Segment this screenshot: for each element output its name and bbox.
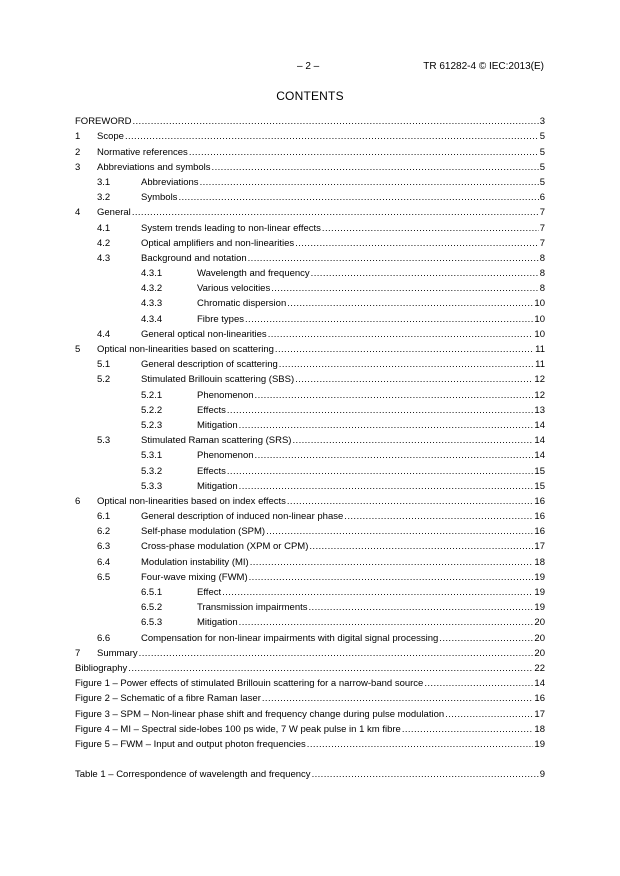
dot-leader — [307, 739, 534, 751]
toc-entry-number: 4.3.1 — [141, 268, 163, 280]
toc-entry-number: 3.1 — [97, 176, 111, 188]
dot-leader — [178, 192, 538, 204]
toc-entry[interactable] — [75, 341, 545, 356]
toc-entry-label: Scope — [97, 131, 124, 143]
dot-leader — [255, 390, 534, 402]
toc-entry-page: 19 — [534, 587, 545, 598]
toc-entry-page: 17 — [534, 541, 545, 553]
dot-leader — [295, 238, 539, 250]
toc-entry-number: 6.5.2 — [141, 602, 163, 614]
toc-entry-page: 16 — [534, 693, 545, 705]
toc-entry-page: 10 — [534, 328, 545, 340]
toc-entry[interactable] — [75, 265, 545, 280]
dot-leader — [312, 769, 539, 781]
toc-entry-label: Chromatic dispersion — [197, 298, 287, 310]
toc-entry-page: 18 — [534, 723, 545, 735]
spacer — [75, 751, 545, 766]
dot-leader — [227, 405, 534, 417]
toc-entry-label: Optical amplifiers and non-linearities — [141, 237, 295, 249]
toc-entry-number: 6.5.1 — [141, 587, 163, 598]
toc-entry-number: 5.3 — [97, 435, 111, 447]
toc-entry[interactable] — [75, 143, 545, 158]
dot-leader — [344, 511, 533, 523]
toc-entry-page: 12 — [534, 374, 545, 386]
toc-entry-page: 5 — [539, 146, 545, 158]
dot-leader — [309, 602, 534, 614]
toc-entry-number: 4.2 — [97, 237, 111, 249]
dot-leader — [239, 481, 534, 493]
toc-entry-label: Effects — [197, 465, 226, 477]
dot-leader — [250, 557, 534, 569]
toc-entry[interactable] — [75, 660, 545, 675]
toc-entry-label: Phenomenon — [197, 450, 254, 462]
toc-entry-page: 5 — [539, 131, 545, 143]
toc-entry-number: 3 — [75, 161, 81, 173]
toc-entry-page: 14 — [534, 435, 545, 447]
toc-entry-page: 5 — [539, 161, 545, 173]
toc-entry-page: 7 — [539, 222, 545, 234]
toc-entry[interactable] — [75, 629, 545, 644]
toc-entry[interactable] — [75, 523, 545, 538]
toc-entry[interactable] — [75, 113, 545, 128]
toc-entry[interactable] — [75, 204, 545, 219]
toc-entry[interactable] — [75, 189, 545, 204]
dot-leader — [311, 268, 539, 280]
toc-entry-label: Transmission impairments — [197, 602, 308, 614]
toc-entry-label: General description of induced non-linear phase — [141, 511, 344, 523]
toc-entry-number: 5.3.1 — [141, 450, 163, 462]
toc-entry-label: Bibliography — [75, 662, 128, 674]
toc-entry-page: 17 — [534, 708, 545, 720]
dot-leader — [295, 374, 533, 386]
toc-entry-label: General optical non-linearities — [141, 328, 267, 340]
toc-entry[interactable] — [75, 159, 545, 174]
toc-entry-number: 7 — [75, 647, 81, 659]
toc-entry-label: Optical non-linearities based on scattering — [97, 344, 274, 355]
toc-entry-number: 6.3 — [97, 541, 111, 553]
dot-leader — [287, 496, 534, 508]
figure-list-entry[interactable] — [75, 736, 545, 751]
toc-entry[interactable] — [75, 614, 545, 629]
toc-entry-page: 8 — [539, 268, 545, 280]
dot-leader — [424, 678, 533, 690]
toc-entry[interactable] — [75, 584, 545, 599]
toc-entry[interactable] — [75, 128, 545, 143]
dot-leader — [249, 572, 534, 584]
toc-entry[interactable] — [75, 553, 545, 568]
dot-leader — [262, 693, 534, 705]
toc-entry-label: Phenomenon — [197, 389, 254, 401]
toc-entry-number: 5.3.2 — [141, 465, 163, 477]
toc-entry-label: Figure 5 – FWM – Input and output photon frequencies — [75, 738, 306, 750]
toc-entry-label: Figure 1 – Power effects of stimulated Brillouin scattering for a narrow-band source — [75, 678, 424, 690]
dot-leader — [200, 177, 539, 189]
toc-entry-label: Mitigation — [197, 480, 238, 492]
toc-entry[interactable] — [75, 250, 545, 265]
toc-entry-number: 5.2.1 — [141, 389, 163, 401]
toc-entry[interactable] — [75, 447, 545, 462]
toc-entry-page: 10 — [534, 298, 545, 310]
toc-entry-page: 19 — [534, 571, 545, 583]
toc-entry-page: 14 — [534, 678, 545, 690]
dot-leader — [271, 283, 538, 295]
toc-entry-number: 1 — [75, 131, 81, 143]
toc-entry-label: Modulation instability (MI) — [141, 556, 249, 568]
toc-entry-number: 5.3.3 — [141, 480, 163, 492]
toc-entry-label: Self-phase modulation (SPM) — [141, 526, 266, 538]
toc-entry-page: 7 — [539, 237, 545, 249]
toc-entry-label: General description of scattering — [141, 359, 278, 371]
toc-entry-number: 6.1 — [97, 511, 111, 523]
toc-entry-page: 18 — [534, 556, 545, 568]
toc-entry-label: Normative references — [97, 146, 188, 158]
toc-entry-page: 16 — [534, 511, 545, 523]
toc-entry[interactable] — [75, 310, 545, 325]
toc-entry-page: 19 — [534, 602, 545, 614]
toc-entry-label: System trends leading to non-linear effects — [141, 222, 321, 234]
toc-entry-page: 14 — [534, 419, 545, 431]
toc-entry[interactable] — [75, 371, 545, 386]
dot-leader — [189, 147, 539, 159]
dot-leader — [279, 359, 534, 371]
toc-entry-page: 12 — [534, 389, 545, 401]
toc-entry-label: Symbols — [141, 192, 178, 204]
dot-leader — [322, 223, 539, 235]
toc-entry-label: Stimulated Brillouin scattering (SBS) — [141, 374, 295, 386]
dot-leader — [287, 298, 533, 310]
toc-entry-number: 4.1 — [97, 222, 111, 234]
toc-entry[interactable] — [75, 235, 545, 250]
toc-entry-page: 19 — [534, 738, 545, 750]
table-list-entry[interactable] — [75, 766, 545, 781]
toc-entry-number: 4.3.2 — [141, 283, 163, 295]
figure-list-entry[interactable] — [75, 721, 545, 736]
toc-entry-label: Effect — [197, 587, 222, 598]
toc-entry[interactable] — [75, 508, 545, 523]
toc-entry-page: 22 — [534, 662, 545, 674]
toc-entry-label: Table 1 – Correspondence of wavelength and frequency — [75, 769, 311, 781]
toc-entry-page: 10 — [534, 313, 545, 325]
toc-entry[interactable] — [75, 569, 545, 584]
table-of-contents — [75, 113, 545, 781]
toc-entry[interactable] — [75, 219, 545, 234]
toc-entry-number: 5.1 — [97, 359, 111, 371]
toc-entry-page: 16 — [534, 495, 545, 507]
toc-entry-page: 15 — [534, 465, 545, 477]
dot-leader — [125, 131, 539, 143]
figure-list-entry[interactable] — [75, 690, 545, 705]
dot-leader — [275, 344, 534, 356]
toc-entry-label: Compensation for non-linear impairments with digital signal processing — [141, 632, 439, 644]
dot-leader — [445, 709, 533, 721]
toc-entry-number: 3.2 — [97, 192, 111, 204]
toc-entry[interactable] — [75, 402, 545, 417]
toc-entry-label: Fibre types — [197, 313, 244, 325]
toc-entry-label: FOREWORD — [75, 116, 132, 128]
dot-leader — [266, 526, 533, 538]
toc-entry-label: Summary — [97, 647, 138, 659]
toc-entry[interactable] — [75, 432, 545, 447]
dot-leader — [128, 663, 533, 675]
page-number: – 2 – — [297, 61, 320, 72]
toc-entry-page: 20 — [534, 632, 545, 644]
figure-list-entry[interactable] — [75, 675, 545, 690]
toc-entry-page: 8 — [539, 283, 545, 295]
toc-entry-number: 4.3 — [97, 252, 111, 264]
toc-entry-number: 6 — [75, 495, 81, 507]
toc-entry-number: 5.2.3 — [141, 419, 163, 431]
toc-entry-page: 8 — [539, 252, 545, 264]
toc-entry-number: 4.4 — [97, 328, 111, 340]
figure-list-entry[interactable] — [75, 705, 545, 720]
toc-entry-label: Mitigation — [197, 419, 238, 431]
dot-leader — [245, 314, 533, 326]
toc-entry[interactable] — [75, 174, 545, 189]
toc-entry[interactable] — [75, 326, 545, 341]
dot-leader — [402, 724, 534, 736]
toc-entry-label: Figure 2 – Schematic of a fibre Raman laser — [75, 693, 261, 705]
dot-leader — [132, 207, 539, 219]
dot-leader — [227, 466, 534, 478]
toc-entry-page: 13 — [534, 404, 545, 416]
toc-entry-number: 4 — [75, 207, 81, 219]
toc-entry-label: Wavelength and frequency — [197, 268, 310, 280]
dot-leader — [132, 116, 538, 128]
toc-entry-number: 4.3.4 — [141, 313, 163, 325]
dot-leader — [292, 435, 533, 447]
toc-entry[interactable] — [75, 478, 545, 493]
toc-entry-label: Effects — [197, 404, 226, 416]
toc-entry-label: Abbreviations — [141, 176, 199, 188]
page-title: CONTENTS — [276, 89, 344, 103]
toc-entry[interactable] — [75, 280, 545, 295]
toc-entry-page: 14 — [534, 450, 545, 462]
toc-entry-label: Mitigation — [197, 617, 238, 629]
toc-entry-label: Abbreviations and symbols — [97, 161, 211, 173]
dot-leader — [255, 450, 534, 462]
toc-entry-page: 7 — [539, 207, 545, 219]
toc-entry-page: 5 — [539, 176, 545, 188]
toc-entry-page: 20 — [534, 617, 545, 629]
toc-entry-page: 15 — [534, 480, 545, 492]
toc-entry-page: 11 — [535, 359, 545, 371]
toc-entry-label: Optical non-linearities based on index effects — [97, 495, 286, 507]
toc-entry[interactable] — [75, 417, 545, 432]
toc-entry[interactable] — [75, 599, 545, 614]
toc-entry-page: 9 — [539, 769, 545, 781]
toc-entry-page: 16 — [534, 526, 545, 538]
toc-entry-label: General — [97, 207, 131, 219]
toc-entry[interactable] — [75, 462, 545, 477]
document-reference: TR 61282-4 © IEC:2013(E) — [423, 61, 544, 72]
toc-entry-label: Four-wave mixing (FWM) — [141, 571, 248, 583]
toc-entry-label: Various velocities — [197, 283, 271, 295]
toc-entry-label: Figure 3 – SPM – Non-linear phase shift and frequency change during pulse modulation — [75, 708, 445, 720]
toc-entry-page: 3 — [539, 116, 545, 128]
dot-leader — [222, 587, 533, 599]
toc-entry-number: 5.2.2 — [141, 404, 163, 416]
toc-entry[interactable] — [75, 493, 545, 508]
toc-entry-page: 20 — [534, 647, 545, 659]
dot-leader — [239, 617, 534, 629]
toc-entry-label: Figure 4 – MI – Spectral side-lobes 100 ps wide, 7 W peak pulse in 1 km fibre — [75, 723, 401, 735]
toc-entry-number: 6.5.3 — [141, 617, 163, 629]
toc-entry-number: 5.2 — [97, 374, 111, 386]
toc-entry-number: 6.4 — [97, 556, 111, 568]
toc-entry-number: 6.5 — [97, 571, 111, 583]
toc-entry-number: 2 — [75, 146, 81, 158]
toc-entry-label: Background and notation — [141, 252, 247, 264]
dot-leader — [309, 541, 533, 553]
toc-entry[interactable] — [75, 538, 545, 553]
dot-leader — [212, 162, 539, 174]
toc-entry-label: Cross-phase modulation (XPM or CPM) — [141, 541, 309, 553]
toc-entry-number: 6.6 — [97, 632, 111, 644]
dot-leader — [248, 253, 539, 265]
dot-leader — [268, 329, 534, 341]
dot-leader — [439, 633, 533, 645]
dot-leader — [239, 420, 534, 432]
toc-entry-page: 6 — [539, 192, 545, 204]
toc-entry[interactable] — [75, 295, 545, 310]
toc-entry-number: 4.3.3 — [141, 298, 163, 310]
toc-entry[interactable] — [75, 645, 545, 660]
toc-entry[interactable] — [75, 356, 545, 371]
toc-entry-page: 11 — [535, 344, 545, 355]
dot-leader — [139, 648, 534, 660]
toc-entry-label: Stimulated Raman scattering (SRS) — [141, 435, 292, 447]
toc-entry-number: 6.2 — [97, 526, 111, 538]
toc-entry[interactable] — [75, 386, 545, 401]
toc-entry-number: 5 — [75, 344, 81, 355]
